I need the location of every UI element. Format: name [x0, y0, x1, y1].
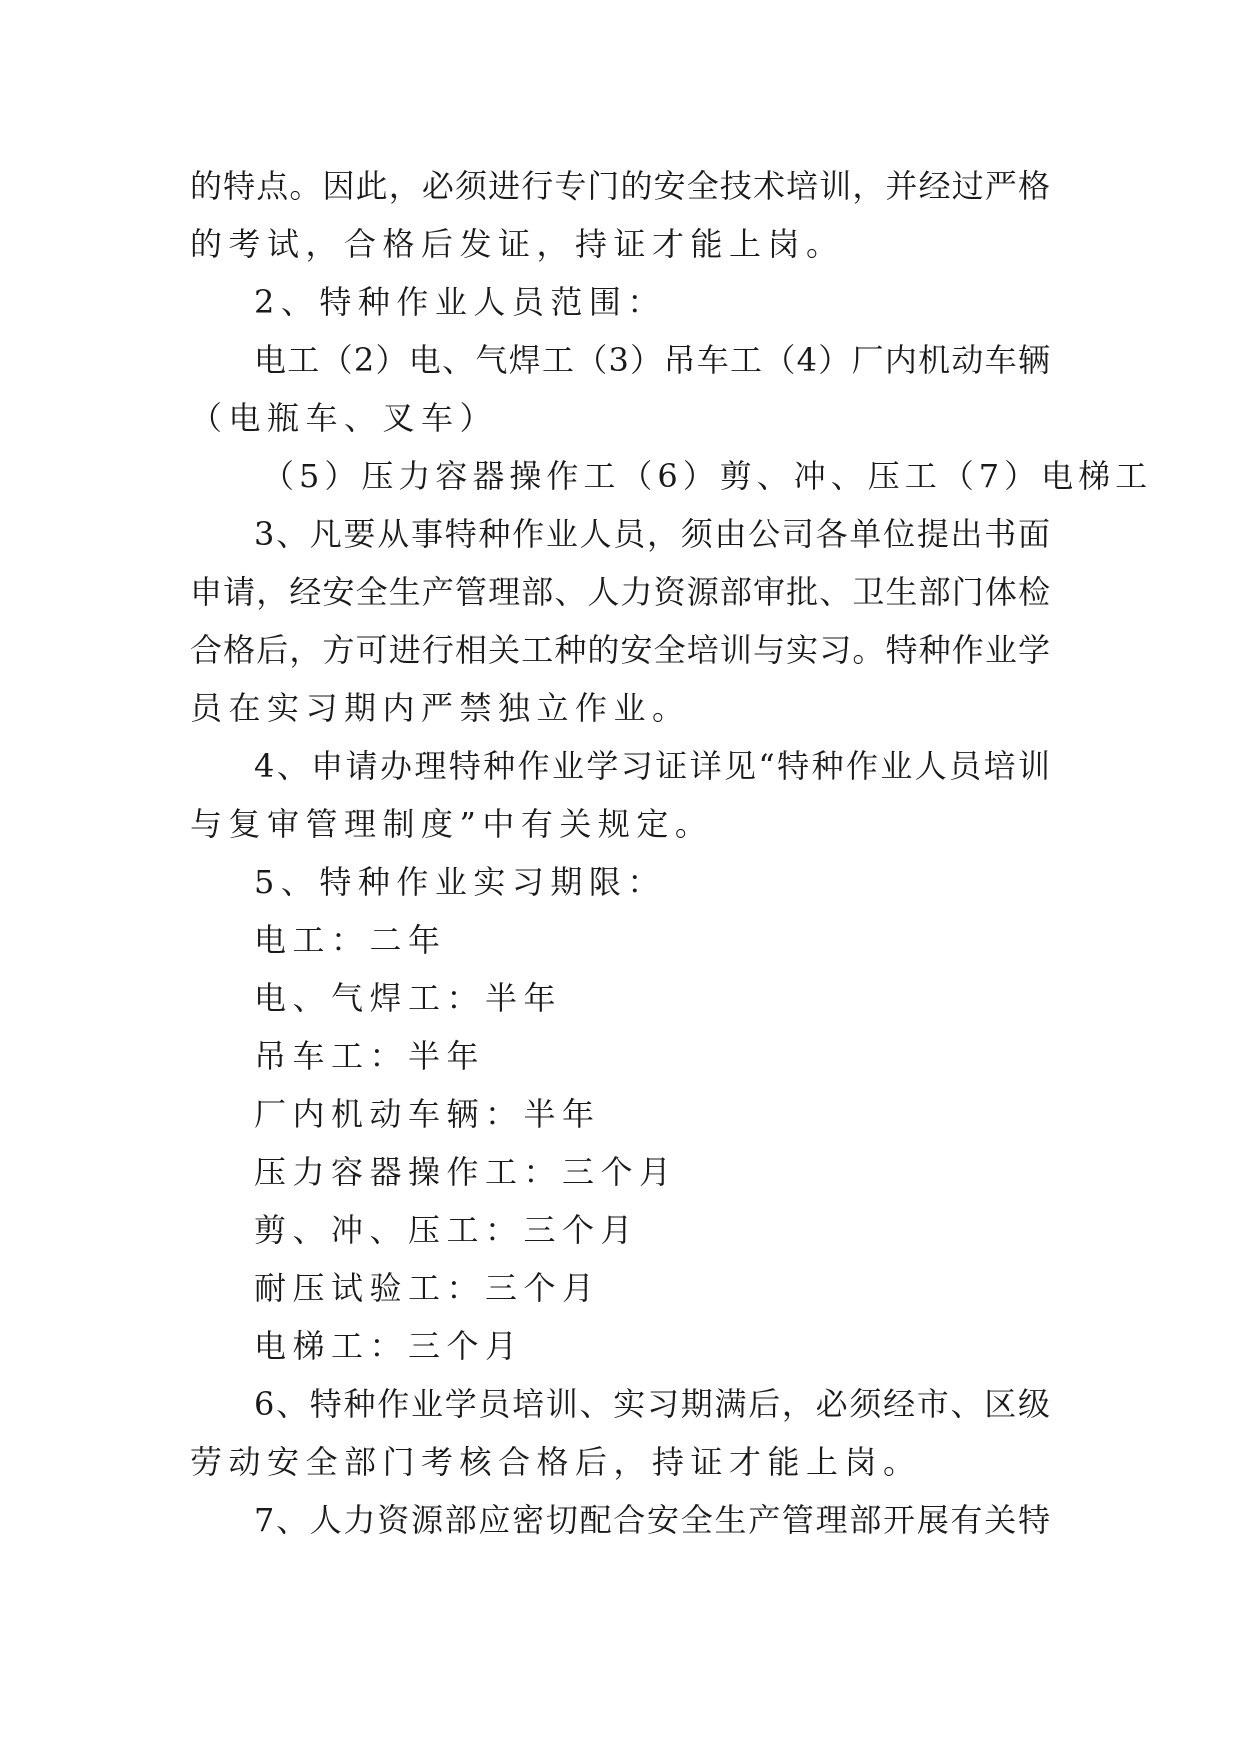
period-item-welder: 电、气焊工：半年 — [254, 979, 563, 1017]
section-heading-4: 4、申请办理特种作业学习证详见“特种作业人员培训 — [254, 747, 1050, 785]
section-heading-6: 6、特种作业学员培训、实习期满后，必须经市、区级 — [254, 1385, 1050, 1423]
text-line-10: 员在实习期内严禁独立作业。 — [190, 689, 691, 727]
section-heading-5: 5、特种作业实习期限： — [254, 863, 666, 901]
text-line-12: 与复审管理制度”中有关规定。 — [190, 805, 714, 843]
text-line-6: （5）压力容器操作工（6）剪、冲、压工（7）电梯工 — [262, 457, 1153, 495]
section-heading-2: 2、特种作业人员范围： — [254, 283, 666, 321]
text-line-8: 申请，经安全生产管理部、人力资源部审批、卫生部门体检 — [190, 573, 1050, 611]
text-line-5: （电瓶车、叉车） — [190, 399, 499, 437]
period-item-pressure-test: 耐压试验工：三个月 — [254, 1269, 601, 1307]
text-line-23: 劳动安全部门考核合格后，持证才能上岗。 — [190, 1443, 922, 1481]
period-item-pressure-vessel: 压力容器操作工：三个月 — [254, 1153, 678, 1191]
section-heading-3: 3、凡要从事特种作业人员，须由公司各单位提出书面 — [254, 515, 1050, 553]
text-line-2: 的考试，合格后发证，持证才能上岗。 — [190, 225, 845, 263]
period-item-elevator: 电梯工：三个月 — [254, 1327, 524, 1365]
text-line-4: 电工（2）电、气焊工（3）吊车工（4）厂内机动车辆 — [254, 341, 1050, 379]
period-item-electrician: 电工：二年 — [254, 921, 447, 959]
period-item-crane: 吊车工：半年 — [254, 1037, 486, 1075]
period-item-press: 剪、冲、压工：三个月 — [254, 1211, 640, 1249]
text-line-1: 的特点。因此，必须进行专门的安全技术培训，并经过严格 — [190, 167, 1050, 205]
text-line-9: 合格后，方可进行相关工种的安全培训与实习。特种作业学 — [190, 631, 1050, 669]
period-item-vehicle: 厂内机动车辆：半年 — [254, 1095, 601, 1133]
section-heading-7: 7、人力资源部应密切配合安全生产管理部开展有关特 — [254, 1501, 1050, 1539]
